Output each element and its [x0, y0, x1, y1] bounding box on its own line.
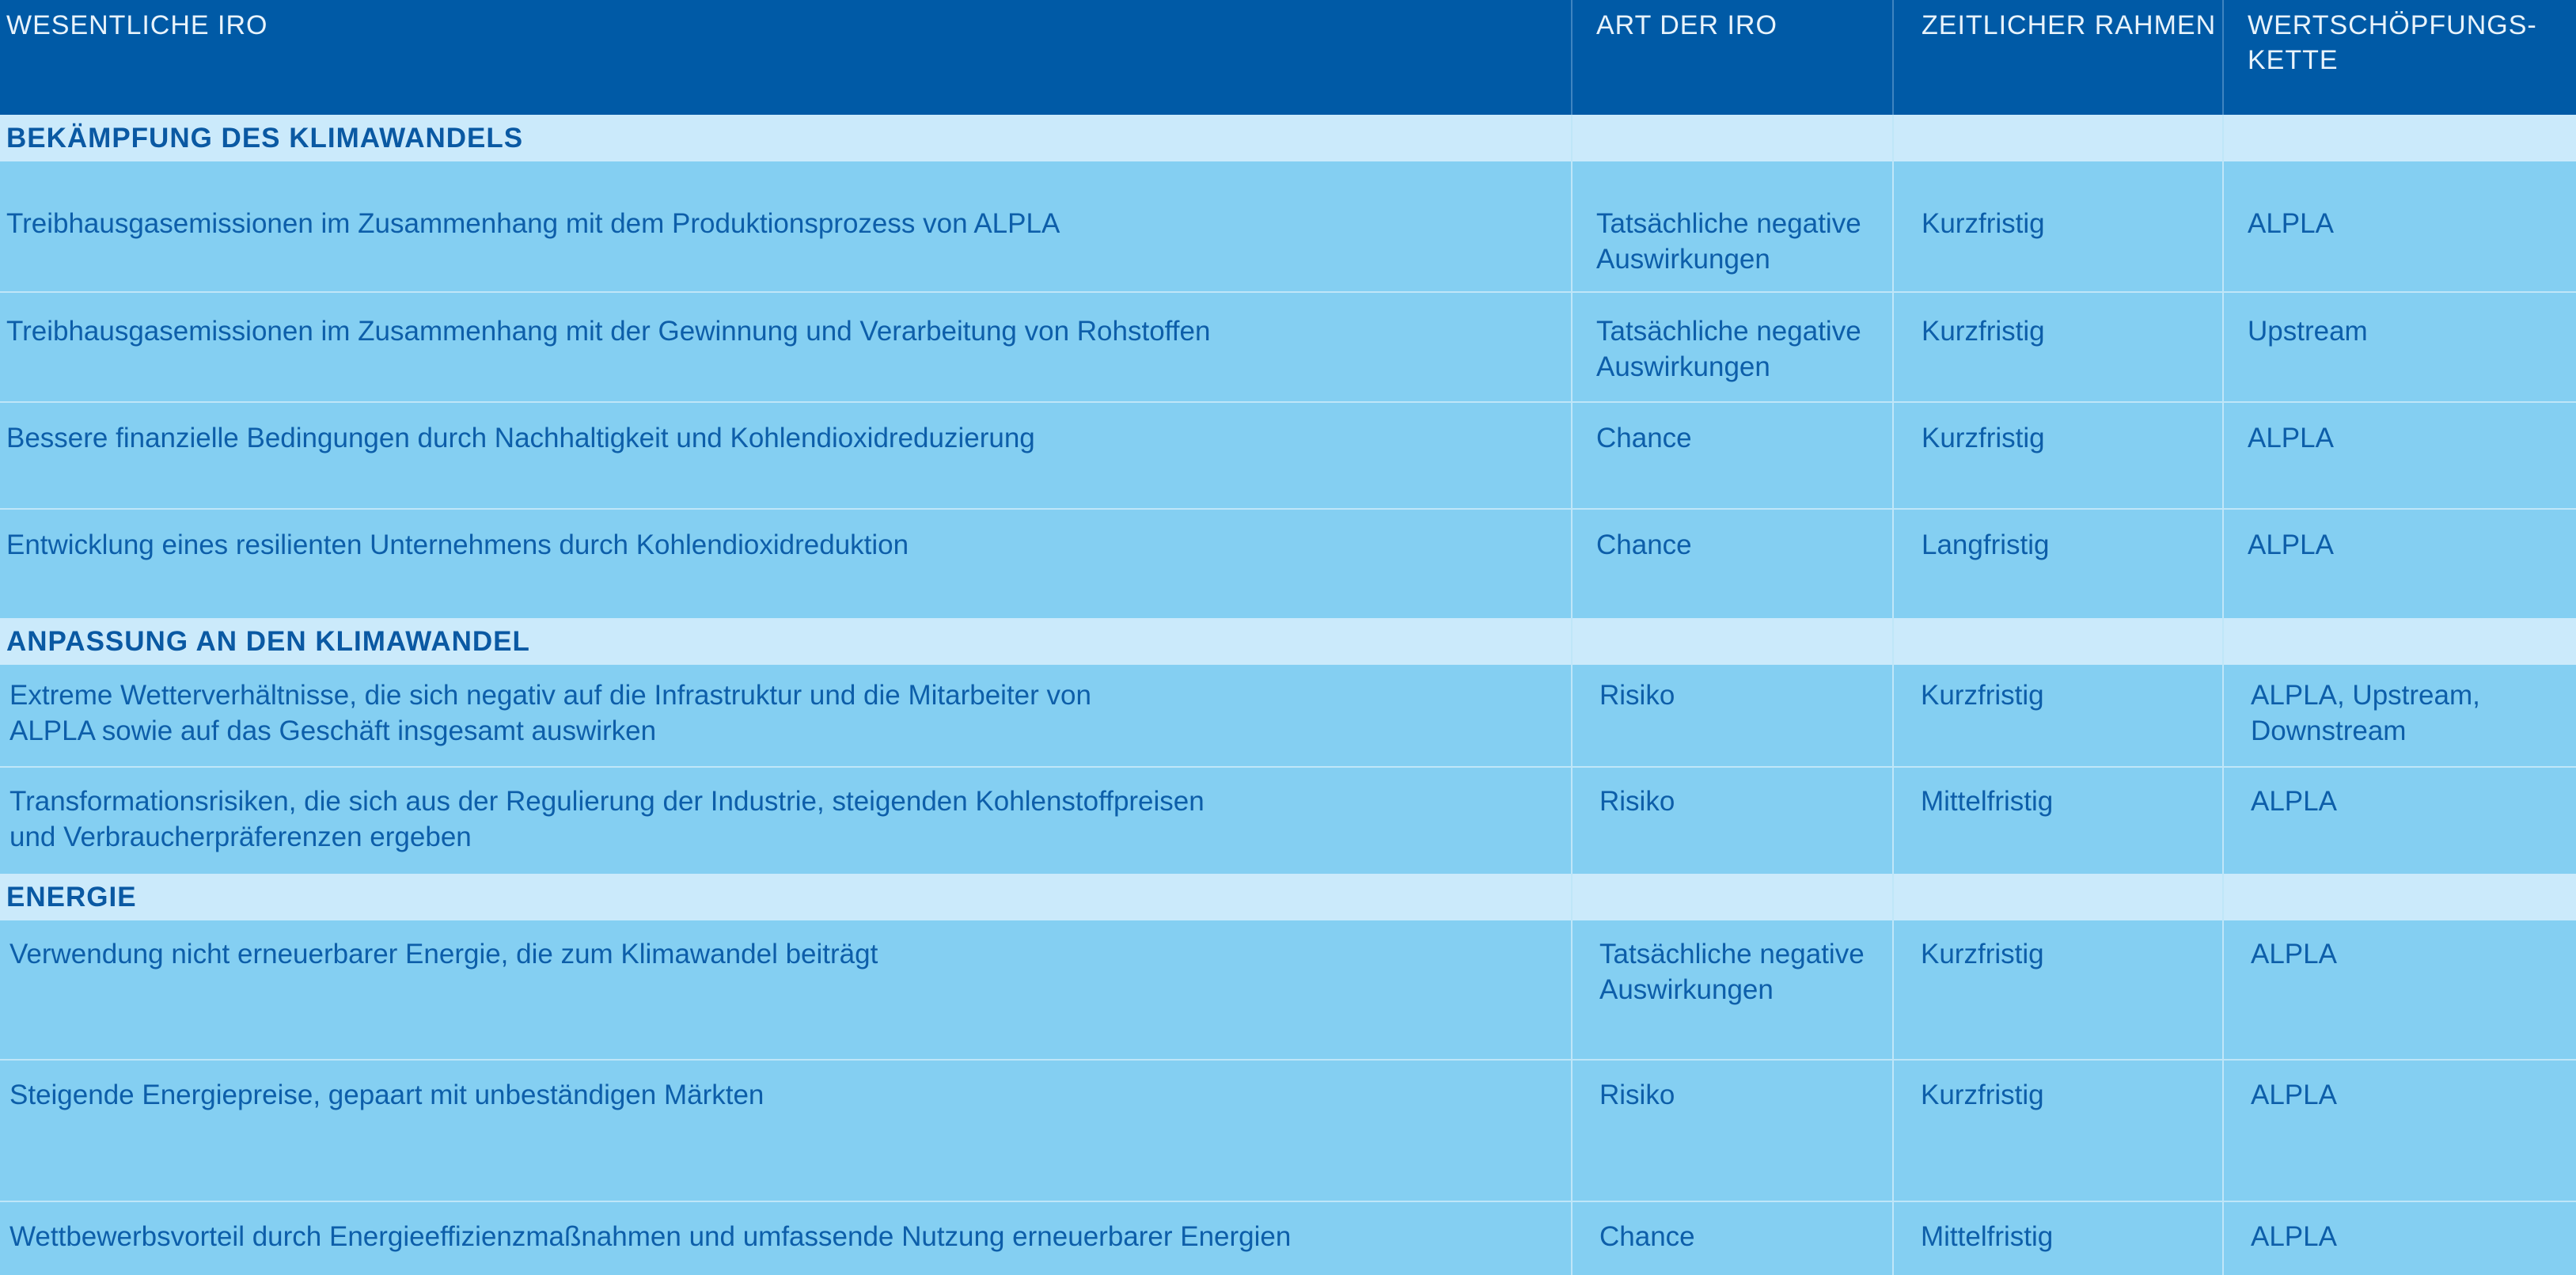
iro-text: Treibhausgasemissionen im Zusammenhang mit der Gewinnung und Verarbeitung von Rohstoffen	[6, 316, 1211, 347]
art-text: Tatsächliche negative Auswirkungen	[1599, 939, 1865, 1005]
section-title: ENERGIE	[6, 882, 137, 913]
cell-kette	[2222, 1202, 2576, 1275]
table-row	[0, 920, 2576, 1061]
header-cell-iro	[0, 0, 1571, 115]
section-header-anpassung	[0, 618, 2576, 665]
art-text: Chance	[1599, 1221, 1695, 1252]
cell-zeit	[1892, 768, 2222, 874]
iro-text: Wettbewerbsvorteil durch Energieeffizienzmaßnahmen und umfassende Nutzung erneuerbarer Energien	[9, 1221, 1292, 1252]
cell-kette	[2222, 510, 2576, 618]
table-row	[0, 1202, 2576, 1275]
kette-text: ALPLA	[2251, 786, 2337, 817]
iro-text: Verwendung nicht erneuerbarer Energie, die zum Klimawandel beiträgt	[9, 939, 878, 970]
cell-iro	[0, 403, 1571, 508]
cell-zeit	[1892, 1202, 2222, 1275]
cell-kette	[2222, 1061, 2576, 1201]
zeit-text: Kurzfristig	[1922, 423, 2045, 453]
section-cell	[1892, 618, 2222, 665]
cell-kette	[2222, 920, 2576, 1059]
art-text: Risiko	[1599, 786, 1675, 817]
kette-text: ALPLA	[2248, 529, 2334, 560]
table-row	[0, 293, 2576, 403]
iro-text: Extreme Wetterverhältnisse, die sich negativ auf die Infrastruktur und die Mitarbeiter von ALPLA sowie auf das Geschäft insgesamt auswirken	[9, 680, 1091, 746]
cell-art	[1571, 1061, 1892, 1201]
header-cell-kette	[2222, 0, 2576, 115]
table-row	[0, 1061, 2576, 1202]
table-row	[0, 161, 2576, 293]
cell-zeit	[1892, 403, 2222, 508]
cell-kette	[2222, 665, 2576, 766]
cell-kette	[2222, 161, 2576, 291]
cell-iro	[0, 768, 1571, 874]
kette-text: Upstream	[2248, 316, 2368, 347]
art-text: Tatsächliche negative Auswirkungen	[1596, 316, 1861, 382]
section-header-energie	[0, 874, 2576, 920]
section-cell	[1571, 115, 1892, 161]
table-row	[0, 768, 2576, 874]
cell-art	[1571, 510, 1892, 618]
section-title: BEKÄMPFUNG DES KLIMAWANDELS	[6, 123, 524, 154]
cell-art	[1571, 161, 1892, 291]
table-row	[0, 403, 2576, 510]
section-header-klimawandel	[0, 115, 2576, 161]
section-cell	[2222, 874, 2576, 920]
table-row	[0, 665, 2576, 768]
cell-zeit	[1892, 510, 2222, 618]
header-kette: WERTSCHÖPFUNGS- KETTE	[2248, 10, 2537, 75]
cell-art	[1571, 920, 1892, 1059]
section-cell	[1571, 874, 1892, 920]
section-cell	[0, 618, 1571, 665]
cell-kette	[2222, 768, 2576, 874]
header-cell-art	[1571, 0, 1892, 115]
iro-text: Entwicklung eines resilienten Unternehmens durch Kohlendioxidreduktion	[6, 529, 909, 560]
cell-iro	[0, 1061, 1571, 1201]
art-text: Risiko	[1599, 1080, 1675, 1110]
zeit-text: Kurzfristig	[1921, 1080, 2044, 1110]
section-cell	[1892, 115, 2222, 161]
header-art: ART DER IRO	[1596, 10, 1777, 40]
cell-zeit	[1892, 293, 2222, 401]
cell-iro	[0, 920, 1571, 1059]
kette-text: ALPLA	[2251, 1080, 2337, 1110]
art-text: Tatsächliche negative Auswirkungen	[1596, 208, 1861, 275]
cell-zeit	[1892, 161, 2222, 291]
cell-iro	[0, 510, 1571, 618]
cell-iro	[0, 1202, 1571, 1275]
cell-iro	[0, 161, 1571, 291]
header-cell-zeit	[1892, 0, 2222, 115]
cell-zeit	[1892, 665, 2222, 766]
zeit-text: Langfristig	[1922, 529, 2050, 560]
section-cell	[1892, 874, 2222, 920]
cell-iro	[0, 665, 1571, 766]
kette-text: ALPLA	[2251, 939, 2337, 970]
section-cell	[0, 115, 1571, 161]
cell-kette	[2222, 293, 2576, 401]
section-cell	[0, 874, 1571, 920]
kette-text: ALPLA, Upstream, Downstream	[2251, 680, 2480, 746]
zeit-text: Mittelfristig	[1921, 786, 2054, 817]
art-text: Chance	[1596, 529, 1692, 560]
zeit-text: Kurzfristig	[1921, 680, 2044, 711]
cell-art	[1571, 403, 1892, 508]
cell-zeit	[1892, 1061, 2222, 1201]
cell-art	[1571, 293, 1892, 401]
cell-art	[1571, 768, 1892, 874]
cell-art	[1571, 1202, 1892, 1275]
cell-zeit	[1892, 920, 2222, 1059]
cell-art	[1571, 665, 1892, 766]
section-cell	[2222, 115, 2576, 161]
kette-text: ALPLA	[2248, 423, 2334, 453]
art-text: Chance	[1596, 423, 1692, 453]
kette-text: ALPLA	[2248, 208, 2334, 239]
cell-iro	[0, 293, 1571, 401]
zeit-text: Kurzfristig	[1922, 208, 2045, 239]
kette-text: ALPLA	[2251, 1221, 2337, 1252]
iro-text: Treibhausgasemissionen im Zusammenhang mit dem Produktionsprozess von ALPLA	[6, 208, 1060, 239]
table-row	[0, 510, 2576, 618]
zeit-text: Mittelfristig	[1921, 1221, 2054, 1252]
table-header	[0, 0, 2576, 115]
zeit-text: Kurzfristig	[1921, 939, 2044, 970]
header-zeit: ZEITLICHER RAHMEN	[1922, 10, 2217, 40]
cell-kette	[2222, 403, 2576, 508]
section-cell	[1571, 618, 1892, 665]
iro-text: Bessere finanzielle Bedingungen durch Nachhaltigkeit und Kohlendioxidreduzierung	[6, 423, 1035, 453]
section-title: ANPASSUNG AN DEN KLIMAWANDEL	[6, 626, 530, 657]
iro-text: Steigende Energiepreise, gepaart mit unbeständigen Märkten	[9, 1080, 764, 1110]
section-cell	[2222, 618, 2576, 665]
zeit-text: Kurzfristig	[1922, 316, 2045, 347]
art-text: Risiko	[1599, 680, 1675, 711]
iro-text: Transformationsrisiken, die sich aus der Regulierung der Industrie, steigenden Kohlenstoffpreisen und Verbraucherpräferenzen ergeben	[9, 786, 1205, 852]
header-iro: WESENTLICHE IRO	[6, 10, 268, 40]
